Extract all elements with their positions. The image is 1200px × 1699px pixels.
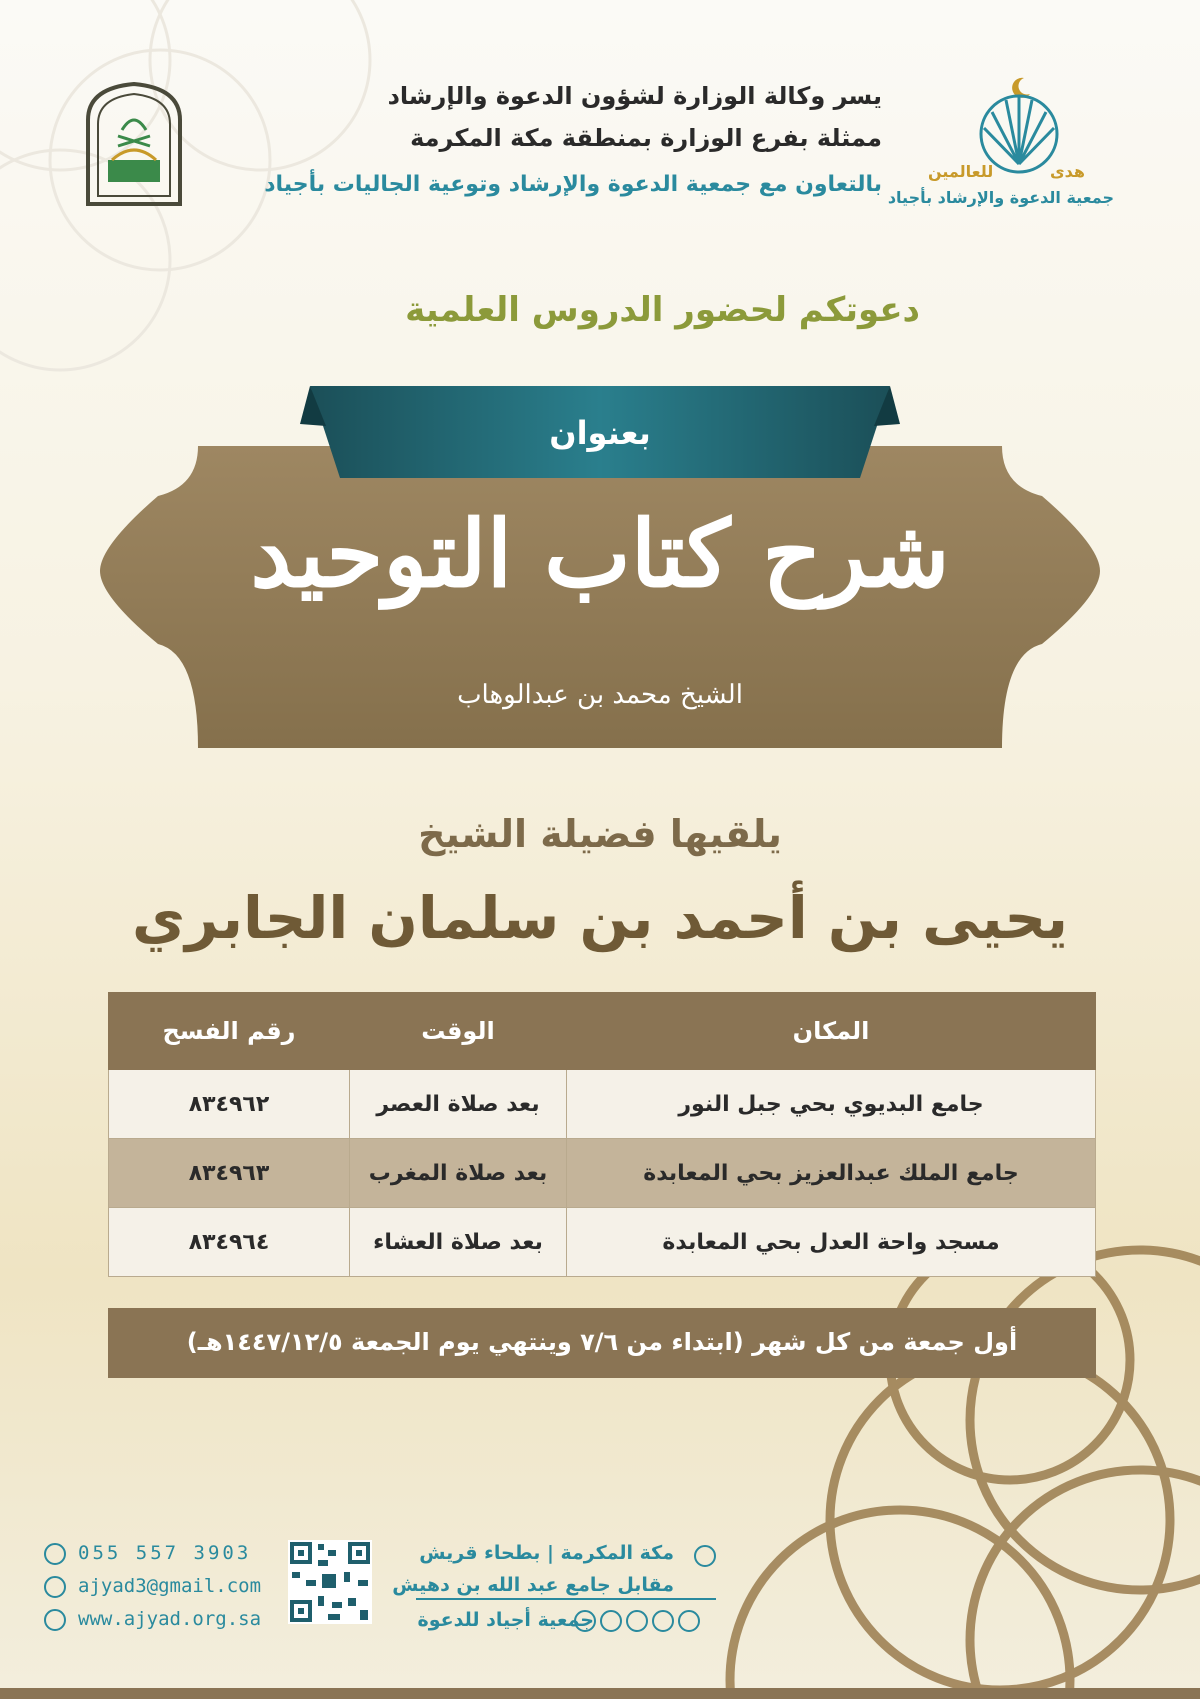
row-room: ٨٣٤٩٦٢: [109, 1070, 350, 1139]
table-row: [109, 1208, 1096, 1277]
row-place: مسجد واحة العدل بحي المعابدة: [567, 1208, 1096, 1277]
partner-tagline-left: للعالمين: [928, 162, 994, 181]
partner-tagline-right: هدى: [1050, 162, 1085, 181]
table-row: [109, 1139, 1096, 1208]
schedule-note: أول جمعة من كل شهر (ابتداء من ٧/٦ وينتهي يوم الجمعة ١٤٤٧/١٢/٥هـ): [186, 1328, 1018, 1356]
ministry-emblem: [82, 80, 186, 206]
bottom-bar: [0, 1688, 1200, 1699]
row-time: بعد صلاة العشاء: [350, 1208, 567, 1277]
globe-icon: [44, 1609, 66, 1631]
header-room: رقم الفسح: [109, 993, 350, 1070]
facebook-icon[interactable]: [626, 1610, 648, 1632]
header-line-1: يسر وكالة الوزارة لشؤون الدعوة والإرشاد: [387, 82, 882, 110]
row-place: جامع البديوي بحي جبل النور: [567, 1070, 1096, 1139]
footer-divider: [416, 1598, 716, 1600]
whatsapp-icon: [44, 1543, 66, 1565]
header-line-2: ممثلة بفرع الوزارة بمنطقة مكة المكرمة: [410, 124, 882, 152]
youtube-icon[interactable]: [678, 1610, 700, 1632]
book-title: شرح كتاب التوحيد: [250, 500, 950, 608]
book-author: الشيخ محمد بن عبدالوهاب: [457, 680, 743, 710]
header-time: الوقت: [350, 993, 567, 1070]
invitation-heading: دعوتكم لحضور الدروس العلمية: [405, 290, 920, 330]
x-twitter-icon[interactable]: [574, 1610, 596, 1632]
presenter-name: يحيى بن أحمد بن سلمان الجابري: [131, 884, 1069, 952]
instagram-icon[interactable]: [652, 1610, 674, 1632]
table-row: [109, 1070, 1096, 1139]
row-time: بعد صلاة المغرب: [350, 1139, 567, 1208]
header-place: المكان: [567, 993, 1096, 1070]
qr-code[interactable]: [288, 1540, 372, 1624]
schedule-table: [108, 992, 1096, 1277]
table-header-row: [109, 993, 1096, 1070]
phone-number[interactable]: 055 557 3903: [78, 1542, 252, 1564]
presenter-label: يلقيها فضيلة الشيخ: [418, 812, 782, 856]
title-ribbon-label: بعنوان: [549, 414, 651, 452]
website-link[interactable]: www.ajyad.org.sa: [78, 1608, 262, 1630]
partner-logo-mark: [964, 76, 1074, 176]
row-room: ٨٣٤٩٦٣: [109, 1139, 350, 1208]
email-icon: [44, 1576, 66, 1598]
row-place: جامع الملك عبدالعزيز بحي المعابدة: [567, 1139, 1096, 1208]
row-time: بعد صلاة العصر: [350, 1070, 567, 1139]
email-address[interactable]: ajyad3@gmail.com: [78, 1575, 262, 1597]
location-pin-icon: [694, 1545, 716, 1567]
snapchat-icon[interactable]: [600, 1610, 622, 1632]
address-line-2: مقابل جامع عبد الله بن دهيش: [392, 1574, 674, 1596]
header-line-3: بالتعاون مع جمعية الدعوة والإرشاد وتوعية الجاليات بأجياد: [264, 172, 882, 197]
address-line-1: مكة المكرمة | بطحاء قريش: [419, 1542, 674, 1564]
social-handle: جمعية أجياد للدعوة: [417, 1609, 594, 1631]
partner-name: جمعية الدعوة والإرشاد بأجياد: [887, 188, 1114, 207]
row-room: ٨٣٤٩٦٤: [109, 1208, 350, 1277]
